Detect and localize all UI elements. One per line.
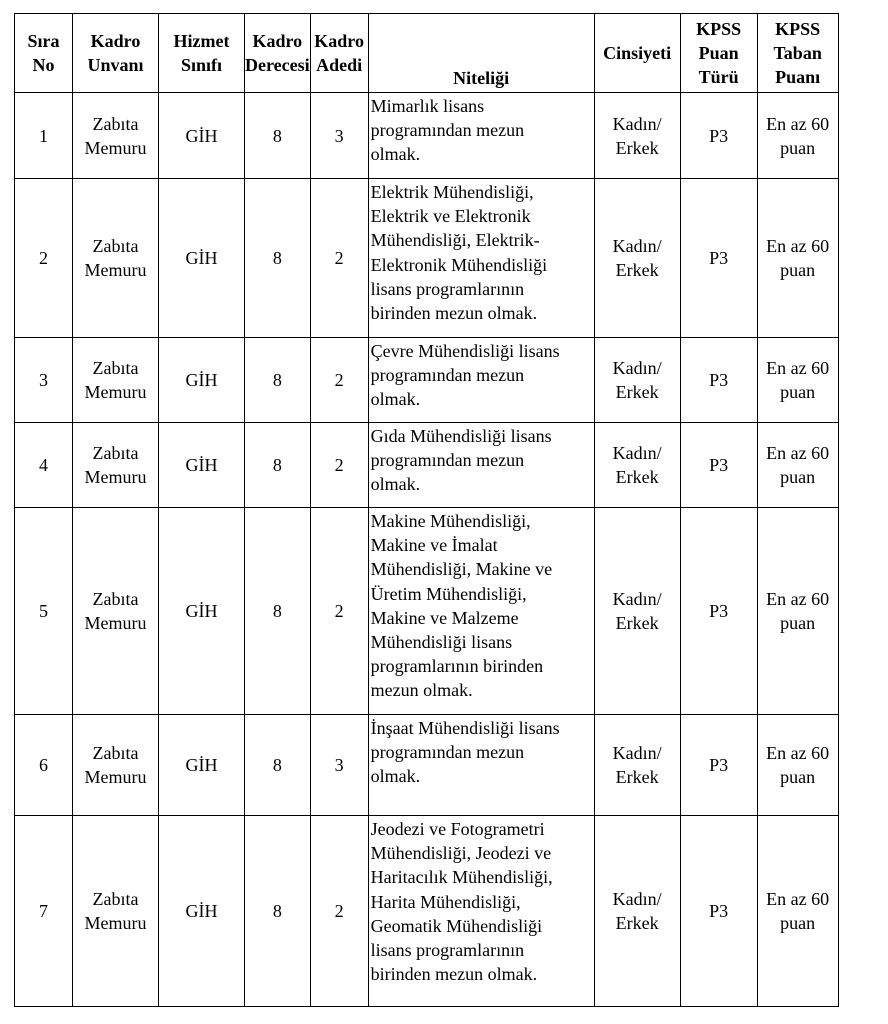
cell-kpss-taban-puani: En az 60 puan	[757, 338, 838, 423]
cell-cinsiyeti: Kadın/ Erkek	[594, 715, 680, 816]
cell-kadro-unvani: Zabıta Memuru	[73, 93, 159, 179]
cell-kadro-derecesi: 8	[245, 715, 311, 816]
cell-niteligi: Makine Mühendisliği, Makine ve İmalat Mühendisliği, Makine ve Üretim Mühendisliği, Makine ve Malzeme Mühendisliği lisans programlarının birinden mezun olmak.	[368, 508, 594, 715]
table-row	[15, 338, 839, 423]
cell-cinsiyeti: Kadın/ Erkek	[594, 423, 680, 508]
table-row	[15, 423, 839, 508]
cell-kpss-taban-puani: En az 60 puan	[757, 508, 838, 715]
cell-sira-no: 3	[15, 338, 73, 423]
cell-kadro-adedi: 2	[310, 816, 368, 1007]
cell-niteligi: Çevre Mühendisliği lisans programından mezun olmak.	[368, 338, 594, 423]
cell-sira-no: 4	[15, 423, 73, 508]
header-niteligi: Niteliği	[368, 14, 594, 93]
header-kpss-taban-puani: KPSS Taban Puanı	[757, 14, 838, 93]
cell-cinsiyeti: Kadın/ Erkek	[594, 93, 680, 179]
cell-kadro-derecesi: 8	[245, 179, 311, 338]
cell-hizmet-sinifi: GİH	[159, 508, 245, 715]
cell-kpss-taban-puani: En az 60 puan	[757, 423, 838, 508]
kadro-table	[14, 13, 839, 1007]
cell-sira-no: 6	[15, 715, 73, 816]
cell-kadro-adedi: 2	[310, 423, 368, 508]
cell-sira-no: 2	[15, 179, 73, 338]
header-kadro-adedi: Kadro Adedi	[310, 14, 368, 93]
cell-niteligi: Gıda Mühendisliği lisans programından mezun olmak.	[368, 423, 594, 508]
cell-sira-no: 5	[15, 508, 73, 715]
cell-kadro-unvani: Zabıta Memuru	[73, 816, 159, 1007]
header-kadro-unvani: Kadro Unvanı	[73, 14, 159, 93]
cell-cinsiyeti: Kadın/ Erkek	[594, 508, 680, 715]
table-row	[15, 179, 839, 338]
cell-niteligi: Jeodezi ve Fotogrametri Mühendisliği, Jeodezi ve Haritacılık Mühendisliği, Harita Mühendisliği, Geomatik Mühendisliği lisans programlarının birinden mezun olmak.	[368, 816, 594, 1007]
cell-hizmet-sinifi: GİH	[159, 816, 245, 1007]
table-row	[15, 816, 839, 1007]
cell-sira-no: 1	[15, 93, 73, 179]
table-row	[15, 508, 839, 715]
cell-hizmet-sinifi: GİH	[159, 93, 245, 179]
cell-kpss-puan-turu: P3	[680, 423, 757, 508]
header-row	[15, 14, 839, 93]
cell-niteligi: İnşaat Mühendisliği lisans programından mezun olmak.	[368, 715, 594, 816]
cell-kadro-adedi: 3	[310, 715, 368, 816]
cell-kpss-puan-turu: P3	[680, 93, 757, 179]
header-kpss-puan-turu: KPSS Puan Türü	[680, 14, 757, 93]
header-hizmet-sinifi: Hizmet Sınıfı	[159, 14, 245, 93]
cell-kadro-derecesi: 8	[245, 508, 311, 715]
cell-sira-no: 7	[15, 816, 73, 1007]
header-cinsiyeti: Cinsiyeti	[594, 14, 680, 93]
cell-kadro-unvani: Zabıta Memuru	[73, 423, 159, 508]
cell-kadro-adedi: 3	[310, 93, 368, 179]
cell-kpss-puan-turu: P3	[680, 179, 757, 338]
cell-cinsiyeti: Kadın/ Erkek	[594, 179, 680, 338]
cell-kpss-taban-puani: En az 60 puan	[757, 179, 838, 338]
cell-kadro-adedi: 2	[310, 508, 368, 715]
cell-hizmet-sinifi: GİH	[159, 338, 245, 423]
cell-hizmet-sinifi: GİH	[159, 715, 245, 816]
cell-kadro-derecesi: 8	[245, 338, 311, 423]
cell-kpss-puan-turu: P3	[680, 816, 757, 1007]
header-kadro-derecesi: Kadro Derecesi	[245, 14, 311, 93]
cell-hizmet-sinifi: GİH	[159, 423, 245, 508]
cell-kadro-unvani: Zabıta Memuru	[73, 338, 159, 423]
cell-hizmet-sinifi: GİH	[159, 179, 245, 338]
header-sira-no: Sıra No	[15, 14, 73, 93]
cell-kadro-unvani: Zabıta Memuru	[73, 179, 159, 338]
cell-kpss-puan-turu: P3	[680, 715, 757, 816]
cell-kpss-puan-turu: P3	[680, 508, 757, 715]
cell-kpss-puan-turu: P3	[680, 338, 757, 423]
cell-niteligi: Elektrik Mühendisliği, Elektrik ve Elektronik Mühendisliği, Elektrik- Elektronik Mühendisliği lisans programlarının birinden mezun olmak.	[368, 179, 594, 338]
table-row	[15, 715, 839, 816]
cell-kadro-derecesi: 8	[245, 423, 311, 508]
cell-kadro-derecesi: 8	[245, 816, 311, 1007]
cell-cinsiyeti: Kadın/ Erkek	[594, 338, 680, 423]
cell-kadro-unvani: Zabıta Memuru	[73, 715, 159, 816]
cell-kadro-derecesi: 8	[245, 93, 311, 179]
cell-kpss-taban-puani: En az 60 puan	[757, 816, 838, 1007]
cell-cinsiyeti: Kadın/ Erkek	[594, 816, 680, 1007]
cell-kpss-taban-puani: En az 60 puan	[757, 715, 838, 816]
cell-kadro-adedi: 2	[310, 179, 368, 338]
cell-kadro-adedi: 2	[310, 338, 368, 423]
table-row	[15, 93, 839, 179]
cell-kadro-unvani: Zabıta Memuru	[73, 508, 159, 715]
cell-niteligi: Mimarlık lisans programından mezun olmak.	[368, 93, 594, 179]
cell-kpss-taban-puani: En az 60 puan	[757, 93, 838, 179]
